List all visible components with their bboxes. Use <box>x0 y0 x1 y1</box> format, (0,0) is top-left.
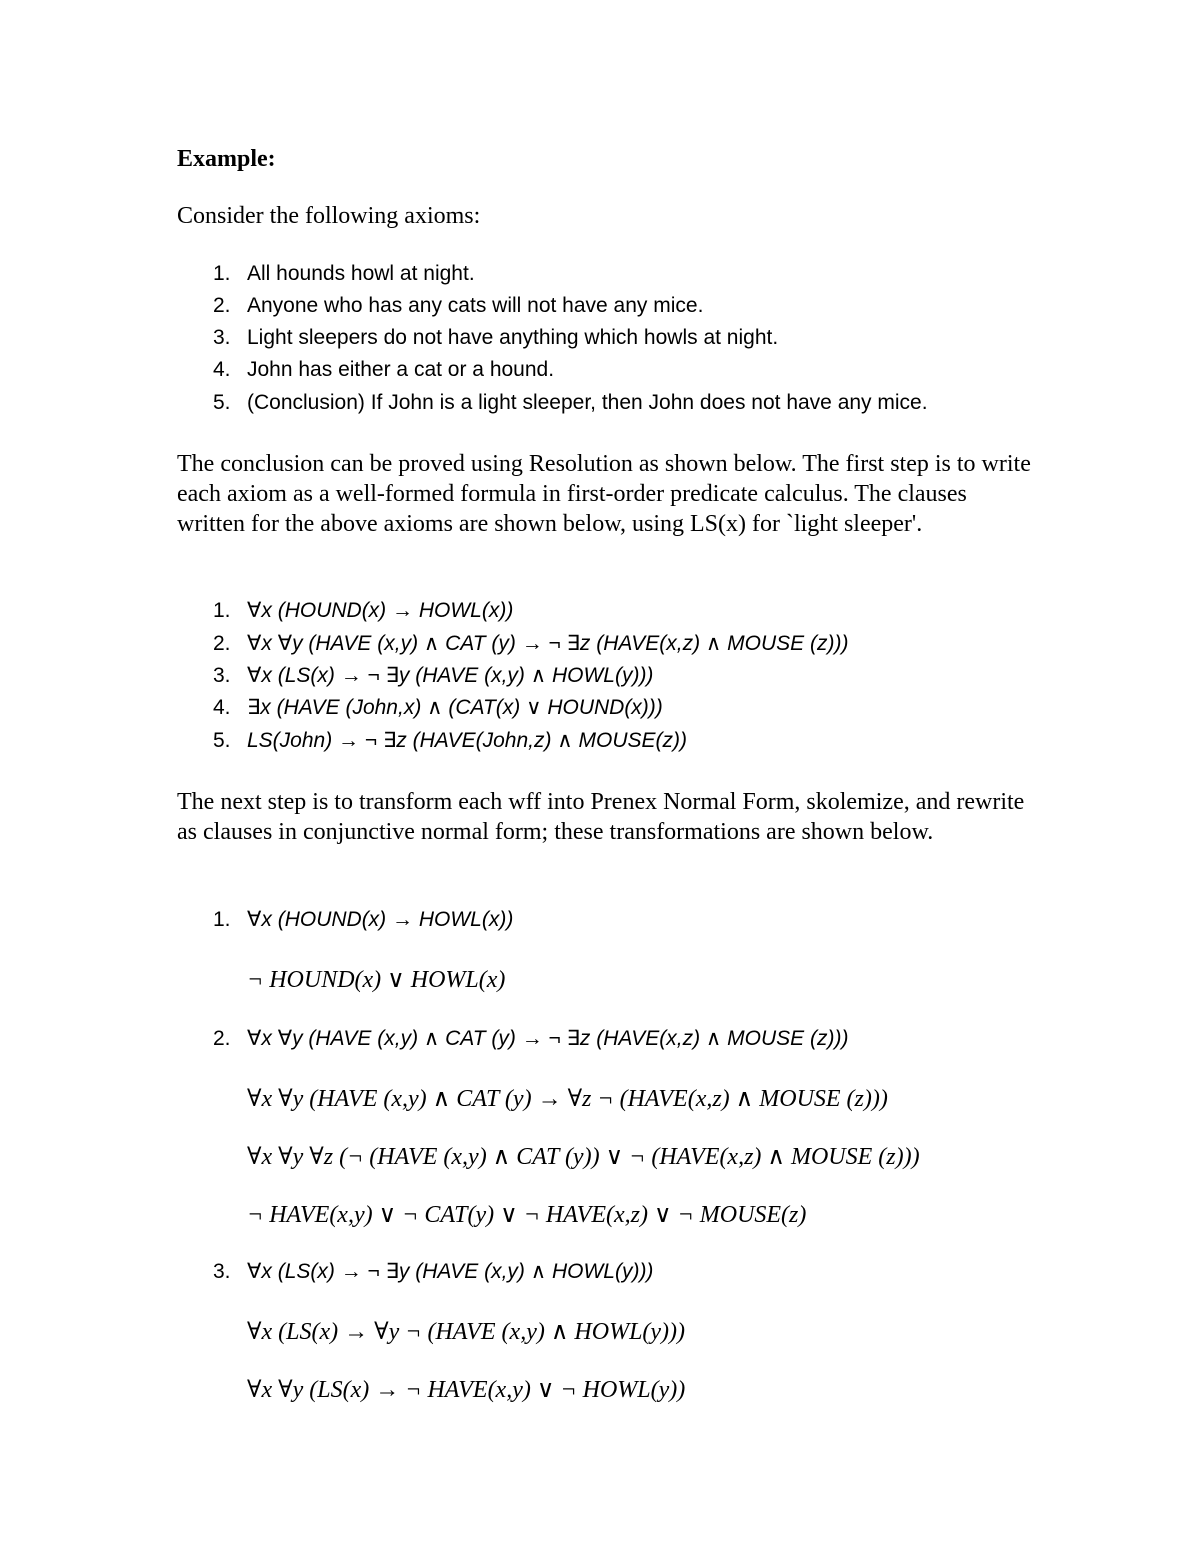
wff-text: ∀x (LS(x) → ¬ ∃y (HAVE (x,y) ∧ HOWL(y))) <box>247 664 654 687</box>
wff-item: 5. LS(John) → ¬ ∃z (HAVE(John,z) ∧ MOUSE(z)) <box>213 729 687 752</box>
paragraph-resolution: The conclusion can be proved using Resolution as shown below. The first step is to write each axiom as a well-formed formula in first-order predicate calculus. The clauses written for the above axioms are shown below, using LS(x) for `light sleeper'. <box>177 451 1031 537</box>
wff-text: ∀x ∀y (HAVE (x,y) ∧ CAT (y) → ¬ ∃z (HAVE(x,z) ∧ MOUSE (z))) <box>247 632 849 655</box>
axiom-item: 1. All hounds howl at night. <box>213 262 475 285</box>
wff-text: LS(John) → ¬ ∃z (HAVE(John,z) ∧ MOUSE(z)) <box>247 729 687 752</box>
transform-number: 2. <box>213 1027 231 1050</box>
transform-wff: ∀x (HOUND(x) → HOWL(x)) <box>247 908 514 931</box>
axiom-text: Anyone who has any cats will not have any mice. <box>247 294 704 317</box>
paragraph-prenex: The next step is to transform each wff into Prenex Normal Form, skolemize, and rewrite as clauses in conjunctive normal form; these transformations are shown below. <box>177 789 1025 845</box>
transform-step: ¬ HOUND(x) ∨ HOWL(x) <box>247 967 506 993</box>
wff-text: ∀x (HOUND(x) → HOWL(x)) <box>247 599 514 622</box>
transform-item <box>213 1026 848 1051</box>
axiom-item: 4. John has either a cat or a hound. <box>213 358 555 381</box>
transform-step: ∀x ∀y (LS(x) → ¬ HAVE(x,y) ∨ ¬ HOWL(y)) <box>247 1377 686 1403</box>
wff-item: 1. ∀x (HOUND(x) → HOWL(x)) <box>213 599 514 622</box>
axiom-item: 2. Anyone who has any cats will not have any mice. <box>213 294 704 317</box>
axiom-item: 3. Light sleepers do not have anything which howls at night. <box>213 326 779 349</box>
axiom-text: (Conclusion) If John is a light sleeper, then John does not have any mice. <box>247 391 928 414</box>
axiom-text: John has either a cat or a hound. <box>247 358 555 381</box>
axiom-text: All hounds howl at night. <box>247 262 475 285</box>
transform-wff: ∀x ∀y (HAVE (x,y) ∧ CAT (y) → ¬ ∃z (HAVE(x,z) ∧ MOUSE (z))) <box>247 1027 849 1050</box>
intro-text: Consider the following axioms: <box>177 203 481 229</box>
transform-number: 3. <box>213 1260 231 1283</box>
transform-number: 1. <box>213 908 231 931</box>
transform-wff: ∀x (LS(x) → ¬ ∃y (HAVE (x,y) ∧ HOWL(y))) <box>247 1260 654 1283</box>
transform-step: ∀x ∀y ∀z (¬ (HAVE (x,y) ∧ CAT (y)) ∨ ¬ (HAVE(x,z) ∧ MOUSE (z))) <box>247 1144 920 1170</box>
wff-text: ∃x (HAVE (John,x) ∧ (CAT(x) ∨ HOUND(x))) <box>247 696 663 719</box>
example-heading: Example: <box>177 146 276 172</box>
transform-item <box>213 1259 653 1284</box>
transform-item <box>213 907 513 932</box>
transform-step: ¬ HAVE(x,y) ∨ ¬ CAT(y) ∨ ¬ HAVE(x,z) ∨ ¬ MOUSE(z) <box>247 1202 807 1228</box>
wff-item: 2. ∀x ∀y (HAVE (x,y) ∧ CAT (y) → ¬ ∃z (HAVE(x,z) ∧ MOUSE (z))) <box>213 632 849 655</box>
axiom-text: Light sleepers do not have anything which howls at night. <box>247 326 779 349</box>
transform-step: ∀x (LS(x) → ∀y ¬ (HAVE (x,y) ∧ HOWL(y))) <box>247 1319 686 1345</box>
wff-item: 3. ∀x (LS(x) → ¬ ∃y (HAVE (x,y) ∧ HOWL(y))) <box>213 664 654 687</box>
transform-step: ∀x ∀y (HAVE (x,y) ∧ CAT (y) → ∀z ¬ (HAVE(x,z) ∧ MOUSE (z))) <box>247 1086 888 1112</box>
wff-item: 4. ∃x (HAVE (John,x) ∧ (CAT(x) ∨ HOUND(x))) <box>213 696 663 719</box>
axiom-item: 5. (Conclusion) If John is a light sleeper, then John does not have any mice. <box>213 391 928 414</box>
